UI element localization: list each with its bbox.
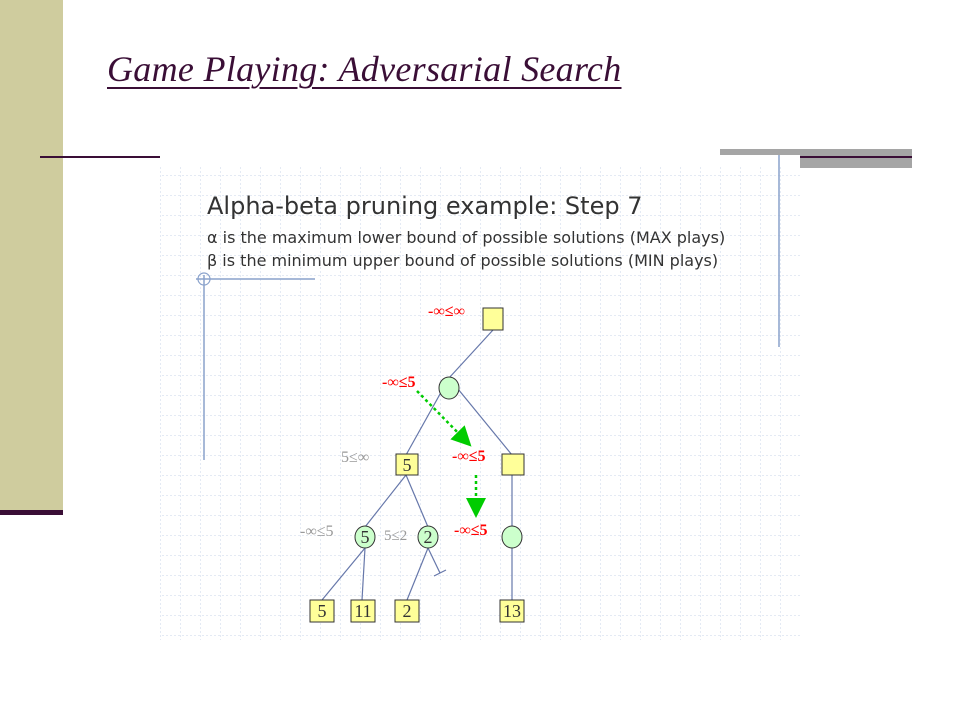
beta-definition: β is the minimum upper bound of possible solutions (MIN plays) [207, 251, 719, 270]
min-node [439, 377, 459, 399]
min-left-left-value: 5 [360, 527, 370, 547]
left-max-value: 5 [402, 455, 412, 475]
label-min-left-left: -∞≤5 [300, 523, 334, 540]
alpha-beta-figure [160, 155, 800, 640]
label-root: -∞≤∞ [428, 303, 465, 320]
title-rule-accent-lower [800, 158, 912, 168]
label-min-right: -∞≤5 [454, 522, 488, 539]
leaf-value-3: 2 [402, 601, 412, 621]
leaf-value-2: 11 [354, 601, 372, 621]
leaf-value-1: 5 [317, 601, 327, 621]
alpha-definition: α is the maximum lower bound of possible solutions (MAX plays) [207, 228, 726, 247]
label-min-node: -∞≤5 [382, 374, 416, 391]
side-bar [0, 0, 63, 512]
right-max-node [502, 454, 524, 475]
side-bar-edge [0, 510, 63, 515]
label-right-max: -∞≤5 [452, 448, 486, 465]
leaf-value-4: 13 [503, 601, 521, 621]
label-min-left-right: 5≤2 [384, 528, 408, 544]
figure-svg [160, 155, 800, 640]
slide-title: Game Playing: Adversarial Search [107, 49, 622, 89]
label-left-max: 5≤∞ [341, 449, 370, 466]
min-node-right [502, 526, 522, 548]
min-left-right-value: 2 [423, 527, 433, 547]
root-max-node [483, 308, 503, 330]
figure-heading: Alpha-beta pruning example: Step 7 [207, 192, 643, 220]
